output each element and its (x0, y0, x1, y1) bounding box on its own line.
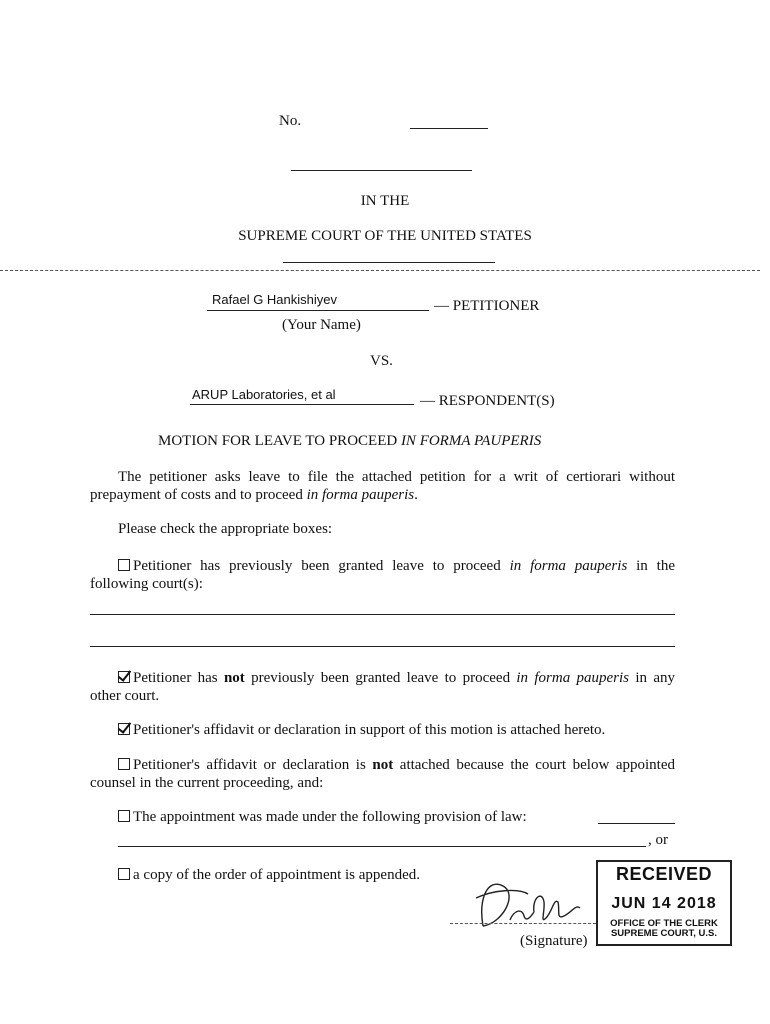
provision-line-1 (598, 823, 675, 824)
option-affidavit-attached: Petitioner's affidavit or declaration in support of this motion is attached hereto. (90, 721, 675, 739)
case-number-line (410, 128, 488, 129)
scan-dash-line (0, 270, 760, 271)
intro-paragraph: The petitioner asks leave to file the attached petition for a writ of certiorari without prepayment of costs and to proceed in forma pauperis. (90, 469, 675, 503)
court-rule (283, 262, 495, 263)
stamp-office-line-2: SUPREME COURT, U.S. (610, 928, 718, 939)
sub-option-provision-checkbox[interactable] (118, 810, 130, 822)
option-not-previously-granted: Petitioner has not previously been granted leave to proceed in forma pauperis in any other court. (90, 670, 675, 704)
option-affidavit-attached-checkbox[interactable] (118, 723, 130, 735)
stamp-received-text: RECEIVED (615, 864, 713, 884)
option-not-previously-granted-checkbox[interactable] (118, 671, 130, 683)
header-rule (291, 170, 472, 171)
option-affidavit-not-attached: Petitioner's affidavit or declaration is not attached because the court below appointed counsel in the current proceeding, and: (90, 757, 676, 791)
option-affidavit-not-attached-checkbox[interactable] (118, 758, 130, 770)
sub-option-order-appended: a copy of the order of appointment is appended. (118, 867, 420, 884)
petitioner-line (207, 310, 429, 311)
courts-line-1 (90, 614, 675, 615)
option-previously-granted-checkbox[interactable] (118, 559, 130, 571)
court-heading: SUPREME COURT OF THE UNITED STATES (238, 228, 532, 244)
stamp-office-line-1: OFFICE OF THE CLERK (610, 918, 718, 929)
sub-option-provision: The appointment was made under the following provision of law: (118, 809, 527, 826)
check-instruction: Please check the appropriate boxes: (118, 521, 333, 537)
courts-line-2 (90, 646, 675, 647)
respondent-line (190, 404, 414, 405)
respondent-role: — RESPONDENT(S) (420, 393, 555, 409)
provision-line-2 (118, 846, 646, 847)
sub-option-order-appended-checkbox[interactable] (118, 868, 130, 880)
signature-label: (Signature) (520, 933, 588, 949)
vs-label: VS. (370, 353, 393, 369)
received-stamp (596, 860, 732, 946)
motion-title: MOTION FOR LEAVE TO PROCEED IN FORMA PAUPERIS (158, 433, 542, 449)
case-number-label: No. (279, 113, 302, 129)
signature-line (450, 923, 596, 924)
respondent-name: ARUP Laboratories, et al (192, 387, 336, 402)
option-previously-granted: Petitioner has previously been granted leave to proceed in forma pauperis in the following court(s): (90, 558, 675, 592)
or-label: , or (648, 832, 668, 848)
petitioner-role: — PETITIONER (434, 298, 540, 314)
stamp-date: JUN 14 2018 (611, 895, 717, 912)
your-name-label: (Your Name) (282, 317, 361, 333)
signature-image (448, 868, 598, 938)
in-the-heading: IN THE (360, 193, 410, 209)
petitioner-name: Rafael G Hankishiyev (212, 292, 337, 307)
